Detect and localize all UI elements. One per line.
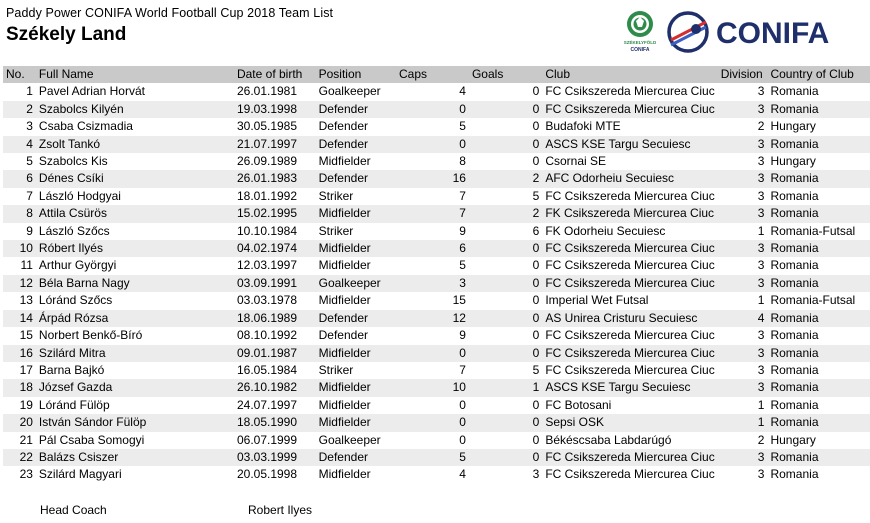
cell-no: 13: [19, 293, 33, 308]
cell-no: 23: [19, 467, 33, 482]
cell-goals: 0: [532, 119, 540, 134]
table-row: [3, 414, 870, 431]
cell-division: 3: [757, 467, 765, 482]
cell-division: 3: [757, 206, 765, 221]
table-row: [3, 345, 870, 362]
cell-position: Goalkeeper: [318, 432, 381, 447]
cell-full-name: István Sándor Fülöp: [38, 415, 147, 430]
cell-no: 15: [19, 328, 33, 343]
table-row: [3, 136, 870, 153]
cell-country-of-club: Romania: [770, 188, 819, 203]
cell-country-of-club: Romania: [770, 171, 819, 186]
cell-country-of-club: Hungary: [770, 154, 816, 169]
emblem-caption-1: SZÉKELYFÖLD: [623, 40, 657, 45]
cell-division: 1: [757, 415, 765, 430]
header-division: Division: [720, 67, 763, 81]
head-coach-label: Head Coach: [40, 503, 107, 517]
cell-division: 3: [757, 275, 765, 290]
cell-date-of-birth: 15.02.1995: [236, 206, 298, 221]
cell-division: 1: [757, 293, 765, 308]
cell-no: 22: [19, 449, 33, 464]
cell-country-of-club: Romania: [770, 449, 819, 464]
cell-division: 3: [757, 101, 765, 116]
cell-position: Midfielder: [318, 293, 371, 308]
cell-position: Striker: [318, 223, 354, 238]
header-position: Position: [318, 67, 362, 81]
cell-date-of-birth: 03.03.1978: [236, 293, 298, 308]
cell-full-name: Pavel Adrian Horvát: [38, 84, 145, 99]
cell-goals: 0: [532, 101, 540, 116]
cell-full-name: Balázs Csiszer: [38, 449, 119, 464]
cell-caps: 4: [459, 467, 466, 482]
cell-goals: 0: [532, 310, 540, 325]
cell-position: Defender: [318, 328, 368, 343]
cell-division: 3: [757, 154, 765, 169]
cell-no: 20: [19, 415, 33, 430]
cell-position: Defender: [318, 119, 368, 134]
cell-division: 3: [757, 84, 765, 99]
table-row: [3, 188, 870, 205]
cell-position: Goalkeeper: [318, 275, 381, 290]
cell-full-name: Szilárd Mitra: [38, 345, 106, 360]
cell-position: Midfielder: [318, 241, 371, 256]
cell-full-name: Dénes Csíki: [38, 171, 104, 186]
cell-caps: 9: [459, 223, 466, 238]
cell-no: 18: [19, 380, 33, 395]
cell-club: AFC Odorheiu Secuiesc: [545, 171, 675, 186]
cell-country-of-club: Romania-Futsal: [770, 223, 856, 238]
cell-country-of-club: Romania: [770, 467, 819, 482]
cell-caps: 9: [459, 328, 466, 343]
cell-goals: 6: [532, 223, 540, 238]
cell-goals: 0: [532, 415, 540, 430]
cell-position: Goalkeeper: [318, 84, 381, 99]
table-row: [3, 240, 870, 257]
cell-club: Csornai SE: [545, 154, 607, 169]
table-row: [3, 257, 870, 274]
cell-no: 16: [19, 345, 33, 360]
cell-date-of-birth: 26.01.1983: [236, 171, 298, 186]
team-list-table: [3, 66, 870, 484]
cell-club: Sepsi OSK: [545, 415, 605, 430]
cell-goals: 0: [532, 397, 540, 412]
cell-position: Defender: [318, 310, 368, 325]
cell-position: Defender: [318, 449, 368, 464]
header-club: Club: [545, 67, 570, 81]
cell-full-name: László Hodgyai: [38, 188, 121, 203]
cell-country-of-club: Romania: [770, 310, 819, 325]
cell-no: 9: [26, 223, 33, 238]
cell-division: 3: [757, 171, 765, 186]
cell-country-of-club: Romania: [770, 397, 819, 412]
table-row: [3, 118, 870, 135]
cell-caps: 5: [459, 119, 466, 134]
cell-goals: 1: [532, 380, 540, 395]
cell-full-name: Árpád Rózsa: [38, 310, 109, 325]
table-row: [3, 292, 870, 309]
table-row: [3, 397, 870, 414]
cell-full-name: Szilárd Magyari: [38, 467, 122, 482]
cell-date-of-birth: 18.06.1989: [236, 310, 298, 325]
cell-no: 8: [26, 206, 33, 221]
conifa-wordmark: CONIFA: [716, 17, 830, 50]
cell-country-of-club: Romania: [770, 362, 819, 377]
cell-date-of-birth: 30.05.1985: [236, 119, 298, 134]
cell-full-name: Csaba Csizmadia: [38, 119, 133, 134]
header-country-of-club: Country of Club: [770, 67, 854, 81]
table-row: [3, 327, 870, 344]
table-row: [3, 205, 870, 222]
cell-caps: 0: [459, 397, 466, 412]
cell-country-of-club: Romania: [770, 84, 819, 99]
cell-caps: 7: [459, 188, 466, 203]
table-row: [3, 101, 870, 118]
cell-position: Midfielder: [318, 154, 371, 169]
cell-goals: 0: [532, 84, 540, 99]
cell-country-of-club: Romania: [770, 241, 819, 256]
cell-caps: 0: [459, 415, 466, 430]
header-no: No.: [6, 67, 25, 81]
cell-date-of-birth: 03.03.1999: [236, 449, 298, 464]
cell-club: FK Odorheiu Secuiesc: [545, 223, 666, 238]
cell-division: 4: [757, 310, 765, 325]
cell-division: 3: [757, 188, 765, 203]
cell-full-name: László Szőcs: [38, 223, 110, 238]
cell-division: 3: [757, 380, 765, 395]
header-goals: Goals: [471, 67, 504, 81]
cell-full-name: Barna Bajkó: [38, 362, 105, 377]
cell-division: 3: [757, 328, 765, 343]
cell-date-of-birth: 16.05.1984: [236, 362, 298, 377]
emblem-caption-2: CONIFA: [630, 47, 650, 53]
cell-club: Budafoki MTE: [545, 119, 621, 134]
cell-division: 3: [757, 241, 765, 256]
cell-position: Defender: [318, 171, 368, 186]
cell-goals: 5: [532, 362, 540, 377]
table-header-row: [3, 66, 870, 83]
cell-full-name: József Gazda: [38, 380, 113, 395]
cell-caps: 7: [459, 362, 466, 377]
cell-goals: 0: [532, 345, 540, 360]
cell-full-name: Zsolt Tankó: [38, 136, 101, 151]
cell-full-name: Arthur Györgyi: [38, 258, 117, 273]
cell-goals: 0: [532, 136, 540, 151]
cell-full-name: Lóránd Fülöp: [38, 397, 110, 412]
cell-division: 3: [757, 136, 765, 151]
table-row: [3, 83, 870, 100]
szekelyfold-emblem-icon: [620, 9, 660, 55]
cell-division: 2: [757, 432, 765, 447]
table-row: [3, 275, 870, 292]
cell-date-of-birth: 18.01.1992: [236, 188, 298, 203]
conifa-logo-icon: [666, 10, 846, 54]
cell-club: ASCS KSE Targu Secuiesc: [545, 380, 691, 395]
head-coach-name: Robert Ilyes: [248, 503, 313, 517]
cell-date-of-birth: 19.03.1998: [236, 101, 298, 116]
cell-position: Midfielder: [318, 258, 371, 273]
header-full-name: Full Name: [38, 67, 94, 81]
cell-caps: 0: [459, 136, 466, 151]
cell-date-of-birth: 09.01.1987: [236, 345, 298, 360]
cell-caps: 15: [452, 293, 466, 308]
cell-goals: 0: [532, 449, 540, 464]
cell-position: Midfielder: [318, 345, 371, 360]
cell-club: FC Csikszereda Miercurea Ciuc: [545, 275, 715, 290]
cell-country-of-club: Romania: [770, 345, 819, 360]
cell-country-of-club: Romania: [770, 380, 819, 395]
cell-date-of-birth: 26.10.1982: [236, 380, 298, 395]
cell-goals: 3: [532, 467, 540, 482]
cell-division: 2: [757, 119, 765, 134]
cell-date-of-birth: 06.07.1999: [236, 432, 298, 447]
cell-club: FC Csikszereda Miercurea Ciuc: [545, 449, 715, 464]
cell-country-of-club: Hungary: [770, 432, 816, 447]
cell-country-of-club: Romania: [770, 275, 819, 290]
cell-club: FK Csikszereda Miercurea Ciuc: [545, 206, 715, 221]
cell-position: Striker: [318, 362, 354, 377]
header-date-of-birth: Date of birth: [236, 67, 303, 81]
cell-caps: 16: [452, 171, 466, 186]
cell-caps: 0: [459, 432, 466, 447]
cell-caps: 5: [459, 258, 466, 273]
cell-caps: 6: [459, 241, 466, 256]
cell-club: Imperial Wet Futsal: [545, 293, 649, 308]
cell-caps: 7: [459, 206, 466, 221]
cell-date-of-birth: 20.05.1998: [236, 467, 298, 482]
cell-caps: 0: [459, 101, 466, 116]
cell-date-of-birth: 18.05.1990: [236, 415, 298, 430]
table-row: [3, 170, 870, 187]
document-title: Paddy Power CONIFA World Football Cup 2018 Team List: [6, 6, 334, 20]
cell-club: FC Csikszereda Miercurea Ciuc: [545, 258, 715, 273]
cell-country-of-club: Hungary: [770, 119, 816, 134]
cell-division: 3: [757, 449, 765, 464]
cell-no: 7: [26, 188, 33, 203]
cell-no: 17: [19, 362, 33, 377]
table-row: [3, 310, 870, 327]
cell-full-name: Norbert Benkő-Bíró: [38, 328, 143, 343]
cell-full-name: Róbert Ilyés: [38, 241, 103, 256]
cell-club: FC Csikszereda Miercurea Ciuc: [545, 362, 715, 377]
table-row: [3, 466, 870, 483]
table-row: [3, 362, 870, 379]
table-row: [3, 449, 870, 466]
cell-division: 1: [757, 223, 765, 238]
cell-full-name: Attila Csürös: [38, 206, 107, 221]
cell-goals: 0: [532, 293, 540, 308]
team-name: Székely Land: [6, 24, 127, 45]
cell-no: 21: [19, 432, 33, 447]
cell-goals: 5: [532, 188, 540, 203]
cell-position: Midfielder: [318, 397, 371, 412]
cell-full-name: Szabolcs Kis: [38, 154, 108, 169]
table-row: [3, 223, 870, 240]
cell-date-of-birth: 03.09.1991: [236, 275, 298, 290]
cell-club: FC Csikszereda Miercurea Ciuc: [545, 241, 715, 256]
cell-no: 6: [26, 171, 33, 186]
cell-position: Striker: [318, 188, 354, 203]
cell-date-of-birth: 10.10.1984: [236, 223, 298, 238]
cell-division: 3: [757, 362, 765, 377]
cell-no: 1: [26, 84, 33, 99]
cell-club: ASCS KSE Targu Secuiesc: [545, 136, 691, 151]
cell-no: 19: [19, 397, 33, 412]
cell-country-of-club: Romania: [770, 101, 819, 116]
cell-goals: 2: [532, 171, 540, 186]
cell-date-of-birth: 24.07.1997: [236, 397, 298, 412]
cell-position: Defender: [318, 136, 368, 151]
cell-no: 2: [26, 101, 33, 116]
cell-club: FC Csikszereda Miercurea Ciuc: [545, 84, 715, 99]
cell-caps: 8: [459, 154, 466, 169]
cell-date-of-birth: 12.03.1997: [236, 258, 298, 273]
cell-full-name: Szabolcs Kilyén: [38, 101, 124, 116]
header-caps: Caps: [399, 67, 428, 81]
cell-caps: 0: [459, 345, 466, 360]
cell-caps: 12: [452, 310, 466, 325]
cell-caps: 10: [452, 380, 466, 395]
cell-date-of-birth: 04.02.1974: [236, 241, 298, 256]
cell-caps: 5: [459, 449, 466, 464]
cell-division: 1: [757, 397, 765, 412]
cell-no: 12: [19, 275, 33, 290]
cell-no: 3: [26, 119, 33, 134]
cell-club: FC Botosani: [545, 397, 612, 412]
cell-date-of-birth: 26.09.1989: [236, 154, 298, 169]
cell-country-of-club: Romania: [770, 206, 819, 221]
cell-goals: 0: [532, 241, 540, 256]
cell-goals: 0: [532, 328, 540, 343]
cell-country-of-club: Romania: [770, 136, 819, 151]
cell-no: 4: [26, 136, 33, 151]
cell-no: 10: [19, 241, 33, 256]
cell-no: 5: [26, 154, 33, 169]
cell-date-of-birth: 08.10.1992: [236, 328, 298, 343]
cell-club: Békéscsaba Labdarúgó: [545, 432, 672, 447]
table-body: [3, 83, 870, 483]
cell-full-name: Lóránd Szőcs: [38, 293, 113, 308]
cell-position: Midfielder: [318, 206, 371, 221]
table-row: [3, 153, 870, 170]
cell-club: FC Csikszereda Miercurea Ciuc: [545, 328, 715, 343]
cell-no: 14: [19, 310, 33, 325]
cell-club: FC Csikszereda Miercurea Ciuc: [545, 467, 715, 482]
cell-position: Defender: [318, 101, 368, 116]
cell-club: FC Csikszereda Miercurea Ciuc: [545, 101, 715, 116]
cell-goals: 0: [532, 258, 540, 273]
cell-country-of-club: Romania: [770, 258, 819, 273]
cell-club: FC Csikszereda Miercurea Ciuc: [545, 188, 715, 203]
cell-position: Midfielder: [318, 380, 371, 395]
cell-club: AS Unirea Cristuru Secuiesc: [545, 310, 698, 325]
cell-no: 11: [20, 258, 33, 273]
cell-goals: 0: [532, 432, 540, 447]
cell-date-of-birth: 26.01.1981: [236, 84, 298, 99]
cell-full-name: Béla Barna Nagy: [38, 275, 130, 290]
cell-division: 3: [757, 258, 765, 273]
cell-goals: 0: [532, 275, 540, 290]
cell-caps: 3: [459, 275, 466, 290]
cell-country-of-club: Romania-Futsal: [770, 293, 856, 308]
cell-country-of-club: Romania: [770, 415, 819, 430]
cell-club: FC Csikszereda Miercurea Ciuc: [545, 345, 715, 360]
cell-goals: 2: [532, 206, 540, 221]
cell-date-of-birth: 21.07.1997: [236, 136, 298, 151]
table-row: [3, 379, 870, 396]
cell-goals: 0: [532, 154, 540, 169]
cell-position: Midfielder: [318, 467, 371, 482]
cell-division: 3: [757, 345, 765, 360]
cell-full-name: Pál Csaba Somogyi: [38, 432, 145, 447]
cell-country-of-club: Romania: [770, 328, 819, 343]
cell-caps: 4: [459, 84, 466, 99]
cell-position: Midfielder: [318, 415, 371, 430]
table-row: [3, 432, 870, 449]
